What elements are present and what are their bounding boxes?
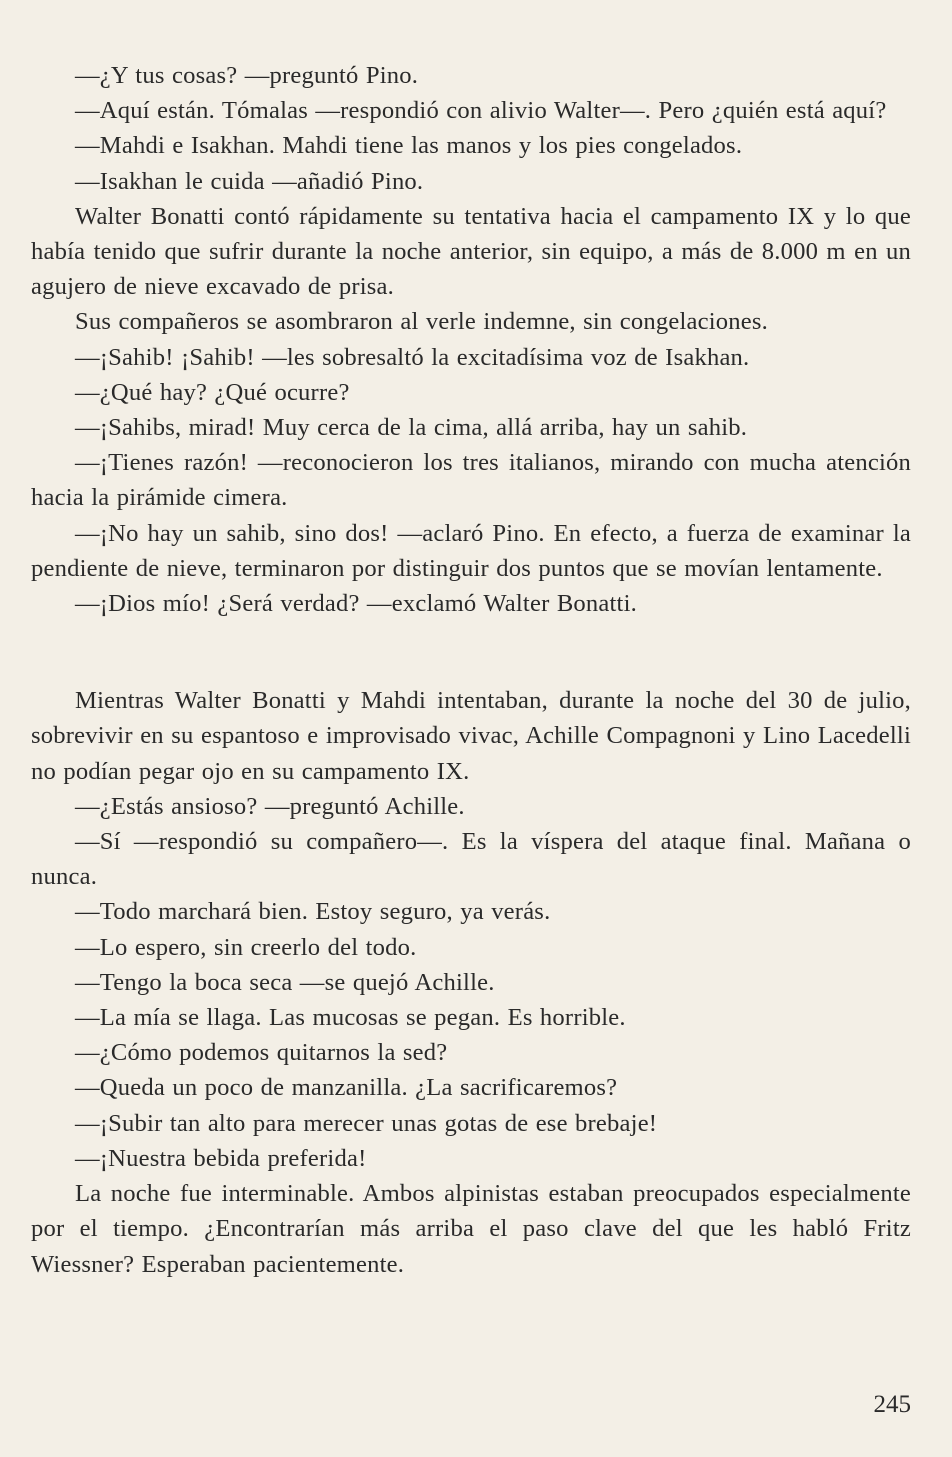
paragraph: —Isakhan le cuida —añadió Pino. — [75, 167, 424, 195]
paragraph: Mientras Walter Bonatti y Mahdi intentaban, durante la noche del 30 de julio, sobrevivir en su espantoso e improvisado vivac, Achille Compagnoni y Lino Lacedelli no podían pegar ojo en su campamento IX. — [31, 687, 911, 785]
section-1 — [31, 58, 911, 621]
paragraph: —¿Qué hay? ¿Qué ocurre? — [75, 378, 350, 406]
paragraph: Walter Bonatti contó rápidamente su tentativa hacia el campamento IX y lo que había tenido que sufrir durante la noche anterior, sin equipo, a más de 8.000 m en un agujero de nieve excavado de prisa. — [31, 202, 911, 301]
paragraph: —¡No hay un sahib, sino dos! —aclaró Pino. En efecto, a fuerza de examinar la pendiente de nieve, terminaron por distinguir dos puntos que se movían lentamente. — [31, 519, 911, 582]
paragraph: —Aquí están. Tómalas —respondió con alivio Walter—. Pero ¿quién está aquí? — [75, 97, 887, 125]
paragraph: —Sí —respondió su compañero—. Es la víspera del ataque final. Mañana o nunca. — [31, 828, 911, 891]
paragraph: —Mahdi e Isakhan. Mahdi tiene las manos y los pies congelados. — [75, 132, 743, 160]
paragraph: —¡Dios mío! ¿Será verdad? —exclamó Walter Bonatti. — [75, 590, 637, 618]
paragraph: —¡Sahib! ¡Sahib! —les sobresaltó la excitadísima voz de Isakhan. — [75, 343, 750, 371]
section-2 — [31, 683, 911, 1281]
paragraph: —Queda un poco de manzanilla. ¿La sacrificaremos? — [75, 1074, 618, 1102]
paragraph: Sus compañeros se asombraron al verle indemne, sin congelaciones. — [75, 308, 769, 336]
paragraph: —¿Cómo podemos quitarnos la sed? — [75, 1039, 448, 1067]
paragraph: —Tengo la boca seca —se quejó Achille. — [75, 968, 495, 996]
paragraph: —¡Tienes razón! —reconocieron los tres italianos, mirando con mucha atención hacia la pirámide cimera. — [31, 449, 911, 512]
paragraph: —¡Subir tan alto para merecer unas gotas de ese brebaje! — [75, 1109, 658, 1137]
paragraph: —¿Estás ansioso? —preguntó Achille. — [75, 792, 465, 820]
paragraph: —La mía se llaga. Las mucosas se pegan. Es horrible. — [75, 1004, 626, 1032]
page-body — [31, 58, 911, 1282]
paragraph: —¿Y tus cosas? —preguntó Pino. — [75, 62, 419, 89]
section-break — [31, 621, 911, 683]
paragraph: —¡Nuestra bebida preferida! — [75, 1144, 367, 1172]
paragraph: —¡Sahibs, mirad! Muy cerca de la cima, allá arriba, hay un sahib. — [75, 414, 748, 442]
paragraph: La noche fue interminable. Ambos alpinistas estaban preocupados especialmente por el tiempo. ¿Encontrarían más arriba el paso clave del que les habló Fritz Wiessner? Esperaban pacientemente. — [31, 1180, 911, 1278]
paragraph: —Todo marchará bien. Estoy seguro, ya verás. — [75, 898, 551, 926]
paragraph: —Lo espero, sin creerlo del todo. — [75, 933, 417, 961]
page-number: 245 — [873, 1391, 911, 1418]
